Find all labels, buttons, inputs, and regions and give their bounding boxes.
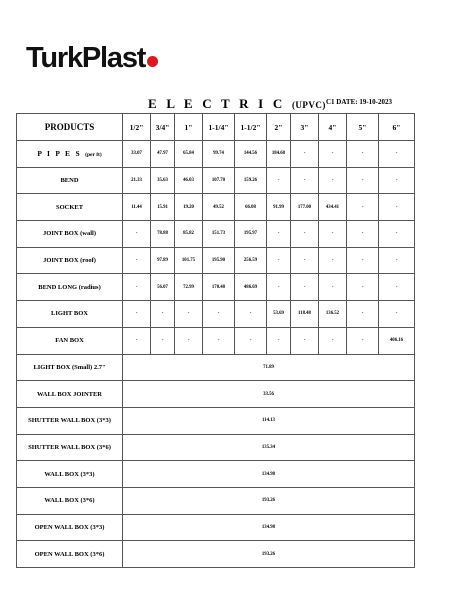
document-title [148, 96, 326, 112]
price-cell: - [319, 141, 347, 168]
price-cell: - [203, 301, 235, 328]
price-cell: - [267, 167, 291, 194]
price-cell: - [267, 247, 291, 274]
price-cell: 486.69 [235, 274, 267, 301]
price-cell: 85.82 [175, 221, 203, 248]
product-name: OPEN WALL BOX (3*3) [17, 514, 123, 541]
price-cell: 49.52 [203, 194, 235, 221]
price-cell: - [379, 194, 415, 221]
table-row [17, 274, 415, 301]
price-cell: - [347, 274, 379, 301]
product-name: WALL BOX (3*3) [17, 461, 123, 488]
product-name: BEND LONG (radius) [17, 274, 123, 301]
price-cell: - [347, 221, 379, 248]
price-cell: - [379, 274, 415, 301]
price-cell: - [347, 141, 379, 168]
price-cell: 184.68 [267, 141, 291, 168]
price-cell: 78.88 [151, 221, 175, 248]
price-cell: - [235, 327, 267, 354]
price-cell: - [267, 221, 291, 248]
price-cell: - [347, 247, 379, 274]
size-header: 1" [175, 114, 203, 141]
single-price-row [17, 354, 415, 381]
price-cell: 193.26 [123, 487, 415, 514]
price-cell: 47.97 [151, 141, 175, 168]
price-cell: 19.20 [175, 194, 203, 221]
price-cell: - [291, 221, 319, 248]
price-cell: 33.07 [123, 141, 151, 168]
price-cell: - [123, 247, 151, 274]
product-name-text: P I P E S [37, 149, 82, 159]
price-cell: 135.34 [123, 434, 415, 461]
price-cell: 170.48 [203, 274, 235, 301]
product-name: SHUTTER WALL BOX (3*3) [17, 407, 123, 434]
document-date: C1 DATE: 19-10-2023 [326, 98, 392, 106]
price-cell: 46.03 [175, 167, 203, 194]
price-cell: 434.41 [319, 194, 347, 221]
price-cell: 21.33 [123, 167, 151, 194]
price-cell: 71.89 [123, 354, 415, 381]
table-row [17, 221, 415, 248]
product-name: JOINT BOX (roof) [17, 247, 123, 274]
single-price-row [17, 487, 415, 514]
product-name: JOINT BOX (wall) [17, 221, 123, 248]
price-cell: 256.59 [235, 247, 267, 274]
price-cell: - [319, 247, 347, 274]
price-cell: 144.56 [235, 141, 267, 168]
price-cell: - [319, 274, 347, 301]
price-cell: - [319, 327, 347, 354]
price-cell: 177.00 [291, 194, 319, 221]
product-name: WALL BOX JOINTER [17, 381, 123, 408]
product-name: BEND [17, 167, 123, 194]
price-cell: 11.44 [123, 194, 151, 221]
products-header: PRODUCTS [17, 114, 123, 141]
size-header: 1/2" [123, 114, 151, 141]
price-cell: 193.26 [123, 541, 415, 568]
price-cell: - [151, 327, 175, 354]
price-cell: 159.26 [235, 167, 267, 194]
price-cell: 15.91 [151, 194, 175, 221]
product-name: FAN BOX [17, 327, 123, 354]
price-cell: 91.99 [267, 194, 291, 221]
size-header: 1-1/4" [203, 114, 235, 141]
price-cell: 118.48 [291, 301, 319, 328]
price-cell: - [175, 327, 203, 354]
price-cell: - [291, 274, 319, 301]
product-name: WALL BOX (3*6) [17, 487, 123, 514]
table-row [17, 194, 415, 221]
table-row [17, 247, 415, 274]
product-name: SHUTTER WALL BOX (3*6) [17, 434, 123, 461]
price-cell: - [347, 167, 379, 194]
size-header: 5" [347, 114, 379, 141]
price-cell: - [347, 301, 379, 328]
price-cell: 136.52 [319, 301, 347, 328]
table-row [17, 141, 415, 168]
price-cell: 114.13 [123, 407, 415, 434]
brand-logo [26, 44, 158, 73]
table-row [17, 167, 415, 194]
price-cell: - [235, 301, 267, 328]
price-cell: - [379, 141, 415, 168]
size-header: 3" [291, 114, 319, 141]
brand-dot-icon [147, 56, 158, 67]
header-row [17, 114, 415, 141]
price-cell: - [379, 301, 415, 328]
product-name-suffix: (per ft) [85, 152, 102, 159]
price-cell: - [291, 327, 319, 354]
price-cell: - [123, 274, 151, 301]
single-price-row [17, 514, 415, 541]
price-cell: 56.07 [151, 274, 175, 301]
brand-name: TurkPlast [26, 42, 146, 74]
price-cell: 99.74 [203, 141, 235, 168]
price-cell: - [379, 221, 415, 248]
size-header: 6" [379, 114, 415, 141]
price-table [16, 113, 415, 568]
size-header: 3/4" [151, 114, 175, 141]
price-cell: - [379, 167, 415, 194]
price-cell: - [175, 301, 203, 328]
price-cell: 101.75 [175, 247, 203, 274]
size-header: 2" [267, 114, 291, 141]
price-cell: - [291, 247, 319, 274]
price-cell: - [379, 247, 415, 274]
price-cell: 195.90 [203, 247, 235, 274]
price-cell: - [203, 327, 235, 354]
product-name: LIGHT BOX (Small) 2.7" [17, 354, 123, 381]
price-cell: 97.89 [151, 247, 175, 274]
price-cell: 65.84 [175, 141, 203, 168]
price-cell: 35.63 [151, 167, 175, 194]
price-cell: 151.73 [203, 221, 235, 248]
product-name: LIGHT BOX [17, 301, 123, 328]
price-cell: - [291, 141, 319, 168]
price-cell: - [319, 167, 347, 194]
price-cell: - [123, 327, 151, 354]
single-price-row [17, 461, 415, 488]
price-cell: - [291, 167, 319, 194]
price-cell: - [267, 274, 291, 301]
single-price-row [17, 541, 415, 568]
title-main: E L E C T R I C [148, 96, 286, 111]
price-cell: - [347, 327, 379, 354]
single-price-row [17, 381, 415, 408]
price-cell: - [319, 221, 347, 248]
single-price-row [17, 434, 415, 461]
price-cell: 53.69 [267, 301, 291, 328]
table-row [17, 327, 415, 354]
price-cell: 72.99 [175, 274, 203, 301]
price-cell: - [123, 221, 151, 248]
single-price-row [17, 407, 415, 434]
price-cell: 134.98 [123, 514, 415, 541]
price-cell: - [347, 194, 379, 221]
price-cell: - [267, 327, 291, 354]
product-name: SOCKET [17, 194, 123, 221]
product-name: OPEN WALL BOX (3*6) [17, 541, 123, 568]
price-cell: 195.97 [235, 221, 267, 248]
price-cell: 66.08 [235, 194, 267, 221]
price-cell: 406.16 [379, 327, 415, 354]
size-header: 4" [319, 114, 347, 141]
price-cell: 107.70 [203, 167, 235, 194]
price-cell: 33.56 [123, 381, 415, 408]
title-sub: (UPVC) [291, 100, 326, 110]
price-cell: 134.98 [123, 461, 415, 488]
price-cell: - [123, 301, 151, 328]
size-header: 1-1/2" [235, 114, 267, 141]
product-name [17, 141, 123, 168]
price-cell: - [151, 301, 175, 328]
table-row [17, 301, 415, 328]
